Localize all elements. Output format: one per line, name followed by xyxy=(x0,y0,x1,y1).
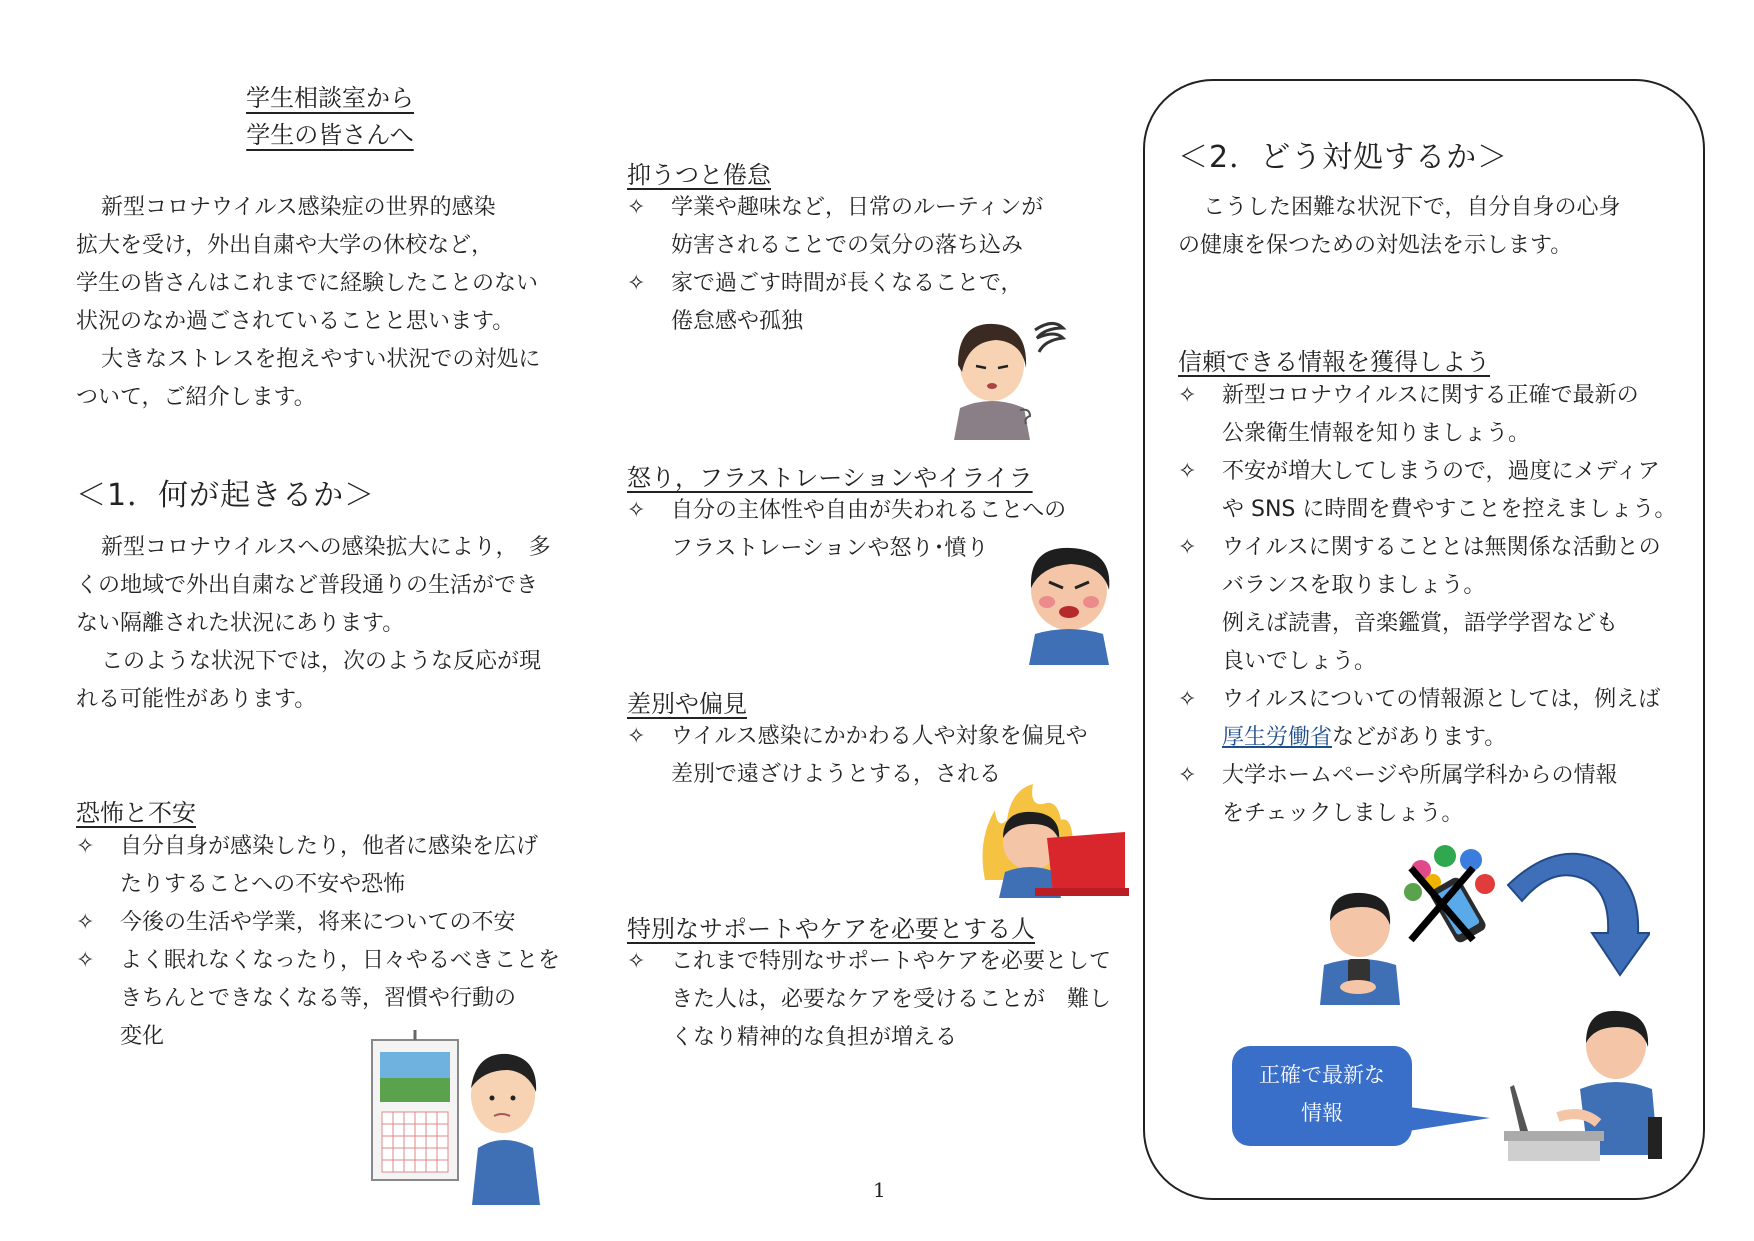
angry-laptop-person-illustration xyxy=(975,780,1130,900)
fear-heading: 恐怖と不安 xyxy=(76,799,196,827)
list-item xyxy=(627,189,1127,265)
text-line: れる可能性があります。 xyxy=(76,687,317,712)
text-line: これまで特別なサポートやケアを必要として xyxy=(671,949,1112,974)
speech-bubble-text xyxy=(1232,1056,1412,1132)
laptop-person-illustration xyxy=(1498,1005,1668,1165)
text-line: 公衆衛生情報を知りましょう。 xyxy=(1222,421,1531,446)
section1-paragraph xyxy=(76,529,596,719)
text-line: 変化 xyxy=(120,1024,165,1049)
text-line: 家で過ごす時間が長くなることで， xyxy=(671,271,1023,296)
text-line: 学業や趣味など，日常のルーティンが xyxy=(671,195,1044,220)
info-list xyxy=(1178,377,1693,833)
diamond-bullet-icon: ✧ xyxy=(76,910,95,935)
social-media-crossed-icon xyxy=(1393,840,1503,960)
diamond-bullet-icon: ✧ xyxy=(1178,763,1197,788)
text-line: や SNS に時間を費やすことを控えましょう。 xyxy=(1222,497,1677,522)
text-line: 大きなストレスを抱えやすい状況での対処に xyxy=(101,347,541,372)
text-line: 情報 xyxy=(1301,1101,1343,1125)
text-line: 正確で最新な xyxy=(1259,1063,1385,1087)
list-item xyxy=(76,904,606,942)
text-line: くの地域で外出自粛など普段通りの生活ができ xyxy=(76,573,539,598)
diamond-bullet-icon: ✧ xyxy=(1178,535,1197,560)
text-line: 新型コロナウイルスに関する正確で最新の xyxy=(1222,383,1639,408)
text-line: このような状況下では，次のような反応が現 xyxy=(101,649,542,674)
text-line: 自分自身が感染したり，他者に感染を広げ xyxy=(120,834,539,859)
diamond-bullet-icon: ✧ xyxy=(627,195,646,220)
header-line1: 学生相談室から xyxy=(246,84,414,112)
text-line: よく眠れなくなったり，日々やるべきことを xyxy=(120,948,561,973)
text-line: ついて，ご紹介します。 xyxy=(76,385,316,410)
text-line: ウイルス感染にかかわる人や対象を偏見や xyxy=(671,724,1088,749)
text-line: 状況のなか過ごされていることと思います。 xyxy=(76,309,515,334)
text-line: 例えば読書，音楽鑑賞，語学学習なども xyxy=(1222,611,1619,636)
special-support-heading: 特別なサポートやケアを必要とする人 xyxy=(627,915,1035,943)
mhlw-link[interactable]: 厚生労働省 xyxy=(1222,725,1333,750)
text-line: 新型コロナウイルス感染症の世界的感染 xyxy=(101,195,496,220)
tired-person-illustration xyxy=(940,310,1075,440)
depression-heading: 抑うつと倦怠 xyxy=(627,161,771,189)
diamond-bullet-icon: ✧ xyxy=(76,834,95,859)
diamond-bullet-icon: ✧ xyxy=(627,949,646,974)
page-number: 1 xyxy=(873,1178,886,1202)
info-heading: 信頼できる情報を獲得しよう xyxy=(1178,348,1490,376)
text-line: 自分の主体性や自由が失われることへの xyxy=(671,498,1067,523)
intro-paragraph xyxy=(76,189,596,417)
text-line: きた人は，必要なケアを受けることが 難し xyxy=(671,987,1112,1012)
text-line: こうした困難な状況下で，自分自身の心身 xyxy=(1203,195,1621,220)
text-line: たりすることへの不安や恐怖 xyxy=(120,872,406,897)
fear-list xyxy=(76,828,606,1056)
text-line: 今後の生活や学業，将来についての不安 xyxy=(120,910,516,935)
text-line: ウイルスに関することとは無関係な活動との xyxy=(1222,535,1661,560)
list-item xyxy=(1178,377,1693,453)
diamond-bullet-icon: ✧ xyxy=(76,948,95,973)
text-line: ウイルスについての情報源としては，例えば xyxy=(1222,687,1661,712)
diamond-bullet-icon: ✧ xyxy=(627,498,646,523)
list-item xyxy=(1178,681,1693,757)
text-line: の健康を保つための対処法を示します。 xyxy=(1178,233,1573,258)
anger-heading: 怒り，フラストレーションやイライラ xyxy=(627,464,1033,492)
text-line: 学生の皆さんはこれまでに経験したことのない xyxy=(76,271,539,296)
list-item xyxy=(1178,453,1693,529)
text-line: 新型コロナウイルスへの感染拡大により， 多 xyxy=(101,535,551,560)
text-fragment: などがあります。 xyxy=(1332,725,1507,750)
text-line: 妨害されることでの気分の落ち込み xyxy=(671,233,1024,258)
text-line: 不安が増大してしまうので，過度にメディア xyxy=(1222,459,1660,484)
list-item xyxy=(76,828,606,904)
angry-person-illustration xyxy=(1017,540,1122,665)
text-line: 良いでしょう。 xyxy=(1222,649,1377,674)
discrimination-heading: 差別や偏見 xyxy=(627,690,747,718)
diamond-bullet-icon: ✧ xyxy=(1178,459,1197,484)
diamond-bullet-icon: ✧ xyxy=(1178,383,1197,408)
text-line: 大学ホームページや所属学科からの情報 xyxy=(1222,763,1618,788)
text-line: 倦怠感や孤独 xyxy=(671,309,804,334)
text-line: くなり精神的な負担が増える xyxy=(671,1025,958,1050)
section2-intro xyxy=(1178,189,1678,265)
text-line: をチェックしましょう。 xyxy=(1222,801,1464,826)
text-line: ない隔離された状況にあります。 xyxy=(76,611,405,636)
diamond-bullet-icon: ✧ xyxy=(627,724,646,749)
text-line xyxy=(1222,719,1693,757)
text-line: 差別で遠ざけようとする，される xyxy=(671,762,1002,787)
list-item xyxy=(627,943,1137,1057)
curved-arrow-icon xyxy=(1500,845,1650,980)
diamond-bullet-icon: ✧ xyxy=(627,271,646,296)
text-line: フラストレーションや怒り･憤り xyxy=(671,536,989,561)
diamond-bullet-icon: ✧ xyxy=(1178,687,1197,712)
section2-heading: ＜2．どう対処するか＞ xyxy=(1178,140,1509,175)
calendar-worried-person-illustration xyxy=(368,1030,548,1205)
special-support-list xyxy=(627,943,1137,1057)
text-line: 拡大を受け，外出自粛や大学の休校など， xyxy=(76,233,494,258)
header-line2: 学生の皆さんへ xyxy=(246,121,414,149)
section1-heading: ＜1．何が起きるか＞ xyxy=(76,478,376,513)
text-line: きちんとできなくなる等，習慣や行動の xyxy=(120,986,517,1011)
list-item xyxy=(1178,757,1693,833)
text-line: バランスを取りましょう。 xyxy=(1222,573,1486,598)
list-item xyxy=(1178,529,1693,681)
